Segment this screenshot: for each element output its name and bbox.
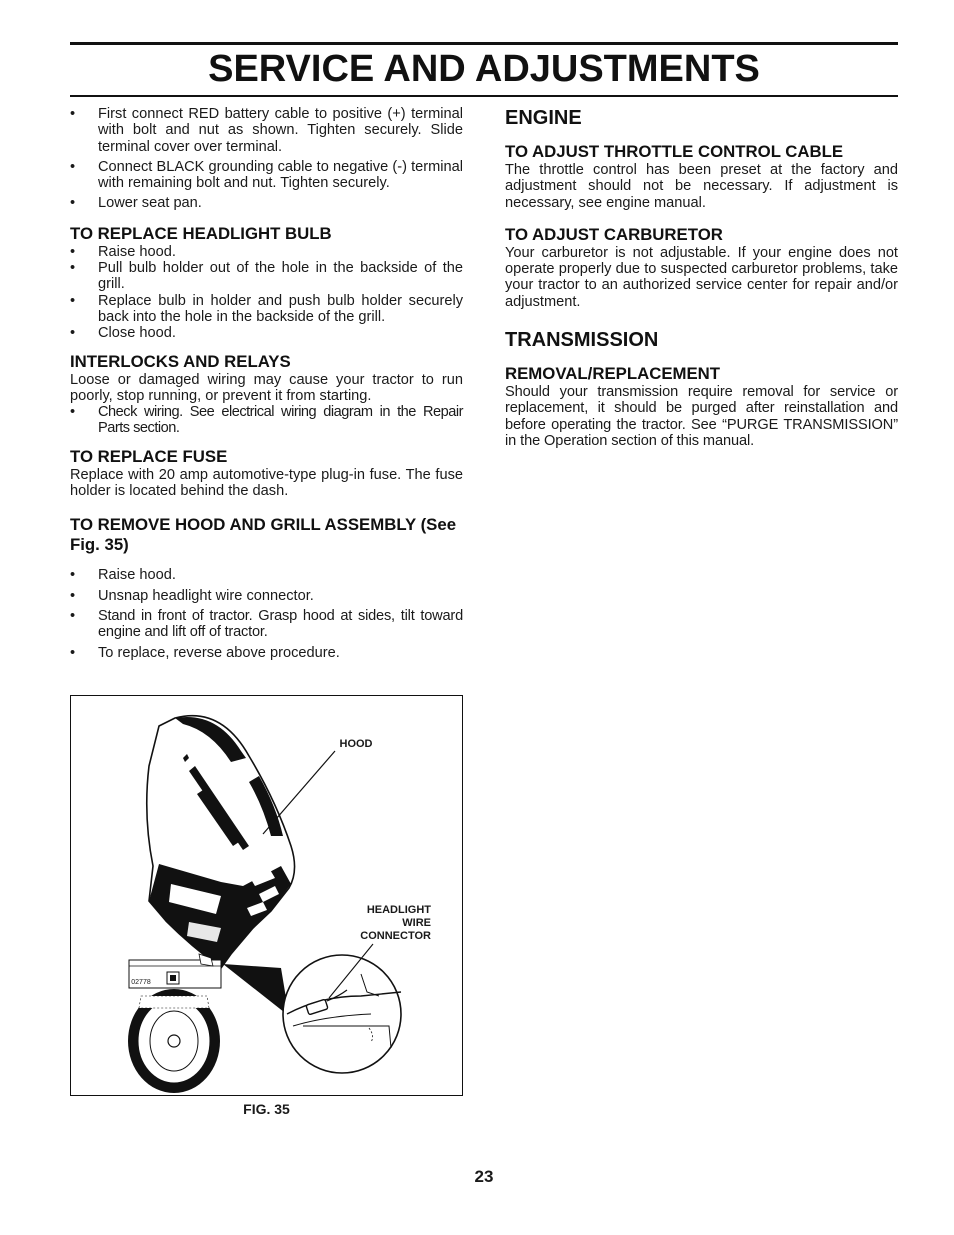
- removal-heading: REMOVAL/REPLACEMENT: [505, 364, 721, 384]
- hood-removal-illustration: [71, 696, 462, 1095]
- list-item: • Replace bulb in holder and push bulb holder securely back into the hole in the backside of the grill.: [70, 293, 463, 326]
- list-item: • Lower seat pan.: [70, 195, 463, 211]
- fuse-heading: TO REPLACE FUSE: [70, 446, 228, 466]
- throttle-heading: TO ADJUST THROTTLE CONTROL CABLE: [505, 142, 844, 161]
- page-number: 23: [474, 1167, 494, 1186]
- headlight-bullet-list: [70, 244, 463, 342]
- label-line: CONNECTOR: [360, 930, 431, 942]
- carburetor-heading: TO ADJUST CARBURETOR: [505, 224, 723, 244]
- removal-text: Should your transmission require removal for service or replacement, it should be purged after reinstallation and before operating the tractor. See “PURGE TRANSMISSION” in the Operation section of this manual.: [505, 384, 898, 449]
- page-title: SERVICE AND ADJUSTMENTS: [208, 48, 760, 90]
- list-item: • First connect RED battery cable to positive (+) terminal with bolt and nut as shown. Tighten securely. Slide terminal cover over terminal.: [70, 106, 463, 155]
- figure-35-frame: [70, 695, 463, 1096]
- headlight-heading: TO REPLACE HEADLIGHT BULB: [70, 223, 332, 243]
- left-column: [70, 106, 463, 665]
- list-item: • Pull bulb holder out of the hole in the backside of the grill.: [70, 260, 463, 293]
- header-rule-bottom: [70, 95, 898, 97]
- list-item: • To replace, reverse above procedure.: [70, 645, 463, 661]
- list-item: • Raise hood.: [70, 567, 463, 583]
- carburetor-text: Your carburetor is not adjustable. If your engine does not operate properly due to suspected carburetor problems, take your tractor to an authorized service center for repair and/or adjustment.: [505, 244, 898, 310]
- engine-heading: ENGINE: [505, 107, 582, 129]
- interlocks-bullet-list: [70, 404, 463, 437]
- figure-ref-code: 02778: [131, 979, 151, 986]
- interlocks-text: Loose or damaged wiring may cause your tractor to run poorly, stop running, or prevent it from starting.: [70, 371, 463, 404]
- figure-caption: FIG. 35: [243, 1101, 290, 1117]
- label-line: WIRE: [402, 917, 431, 929]
- list-item: • Check wiring. See electrical wiring diagram in the Repair Parts section.: [70, 404, 463, 437]
- battery-bullet-list: [70, 106, 463, 212]
- transmission-heading: TRANSMISSION: [505, 329, 659, 352]
- hood-bullet-list: [70, 567, 463, 660]
- right-column: [505, 106, 898, 449]
- list-item: • Connect BLACK grounding cable to negative (-) terminal with remaining bolt and nut. Tighten securely.: [70, 159, 463, 192]
- header-rule-top: [70, 42, 898, 45]
- list-item: • Stand in front of tractor. Grasp hood at sides, tilt toward engine and lift off of tractor.: [70, 608, 463, 641]
- list-item: • Close hood.: [70, 325, 463, 341]
- label-line: HEADLIGHT: [366, 904, 431, 916]
- headlight-connector-label: [333, 904, 431, 943]
- hood-grill-heading: TO REMOVE HOOD AND GRILL ASSEMBLY (See Fig. 35): [70, 515, 457, 555]
- list-item: • Unsnap headlight wire connector.: [70, 588, 463, 604]
- list-item: • Raise hood.: [70, 244, 463, 260]
- hood-label: HOOD: [339, 738, 373, 750]
- fuse-text: Replace with 20 amp automotive-type plug-in fuse. The fuse holder is located behind the dash.: [70, 466, 463, 500]
- interlocks-heading: INTERLOCKS AND RELAYS: [70, 351, 291, 371]
- throttle-text: The throttle control has been preset at the factory and adjustment should not be necessary. If adjustment is necessary, see engine manual.: [505, 162, 898, 211]
